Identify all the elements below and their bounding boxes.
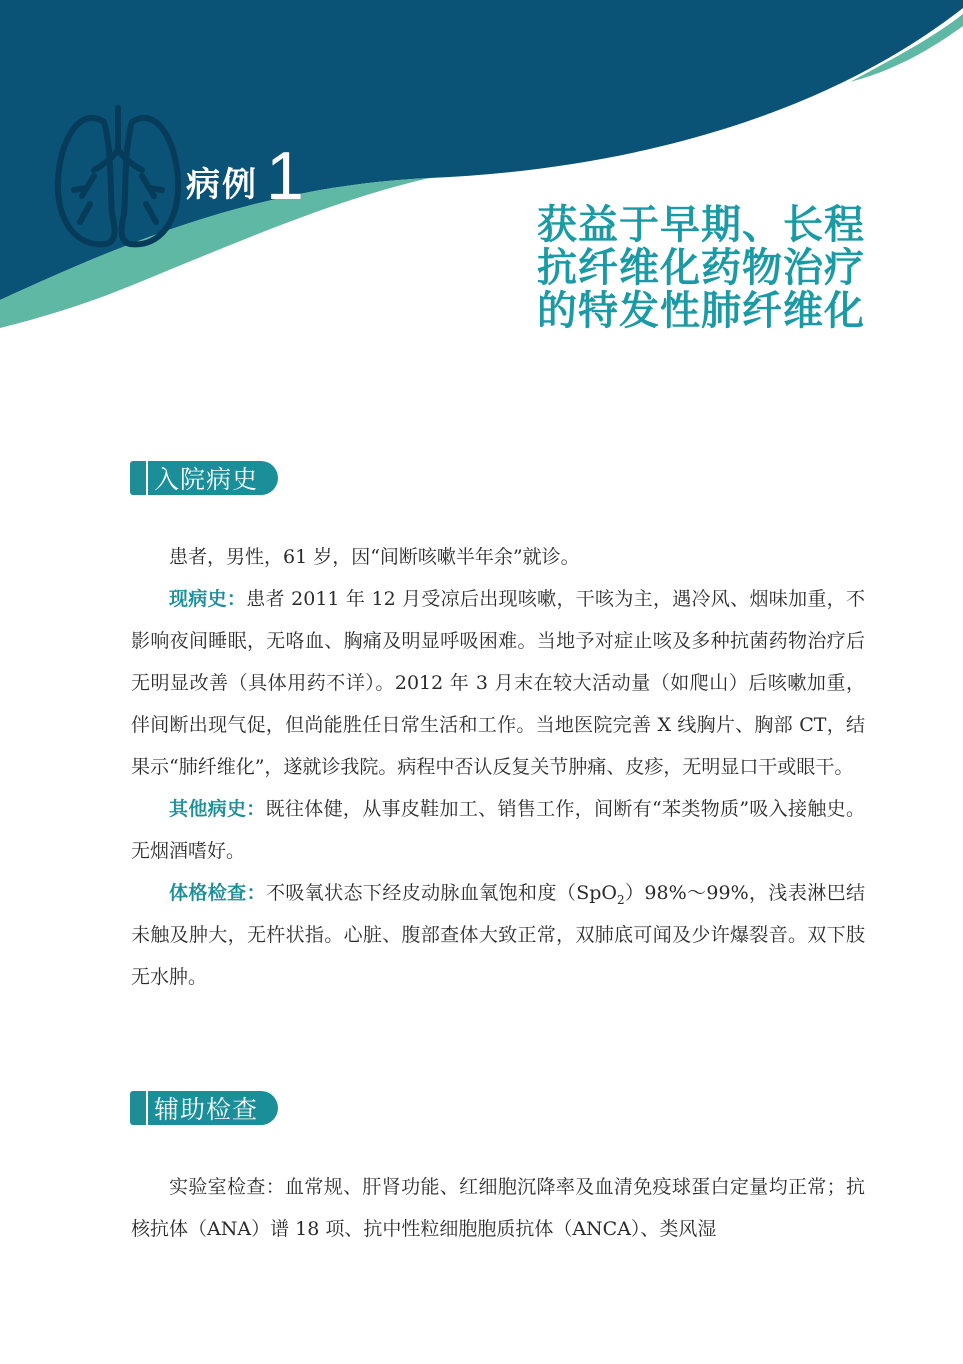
subscript: 2 [616, 892, 625, 907]
paragraph [131, 872, 865, 998]
paragraph [131, 578, 865, 788]
case-word: 病例 [186, 165, 258, 205]
paragraph [131, 1166, 865, 1250]
page-title [505, 204, 865, 333]
section-heading-auxiliary [130, 1091, 278, 1125]
section-heading-admission [130, 461, 278, 495]
physical-exam-text-cont: ）98%～99%，浅表淋巴结未触及肿大，无杵状指。心脏、腹部查体大致正常，双肺底可闻及少许爆裂音。双下肢无水肿。 [131, 882, 865, 988]
paragraph [131, 536, 865, 578]
present-history-label: 现病史： [169, 588, 247, 610]
title-line: 获益于早期、长程 [537, 202, 865, 248]
auxiliary-exams [131, 1166, 865, 1250]
heading-label: 入院病史 [148, 461, 278, 495]
physical-exam-text: 不吸氧状态下经皮动脉血氧饱和度（SpO [265, 882, 617, 904]
paragraph [131, 788, 865, 872]
chief-complaint: 患者，男性，61 岁，因“间断咳嗽半年余”就诊。 [169, 546, 580, 568]
title-line: 的特发性肺纤维化 [537, 288, 865, 334]
physical-exam-label: 体格检查： [169, 882, 266, 904]
title-line: 抗纤维化药物治疗 [537, 245, 865, 291]
heading-bar [130, 1091, 146, 1125]
heading-label: 辅助检查 [148, 1091, 278, 1125]
case-label [186, 138, 304, 214]
admission-history [131, 536, 865, 998]
lab-text: 实验室检查：血常规、肝肾功能、红细胞沉降率及血清免疫球蛋白定量均正常；抗核抗体（ANA）谱 18 项、抗中性粒细胞胞质抗体（ANCA）、类风湿 [131, 1176, 865, 1240]
present-history-text: 患者 2011 年 12 月受凉后出现咳嗽，干咳为主，遇冷风、烟味加重，不影响夜间睡眠，无咯血、胸痛及明显呼吸困难。当地予对症止咳及多种抗菌药物治疗后无明显改善（具体用药不详）。2012 年 3 月末在较大活动量（如爬山）后咳嗽加重，伴间断出现气促，但尚能胜任日常生活和工作。当地医院完善 X 线胸片、胸部 CT，结果示“肺纤维化”，遂就诊我院。病程中否认反复关节肿痛、皮疹，无明显口干或眼干。 [131, 588, 865, 778]
other-history-text: 既往体健，从事皮鞋加工、销售工作，间断有“苯类物质”吸入接触史。无烟酒嗜好。 [131, 798, 865, 862]
case-number: 1 [266, 138, 304, 214]
other-history-label: 其他病史： [169, 798, 266, 820]
heading-bar [130, 461, 146, 495]
